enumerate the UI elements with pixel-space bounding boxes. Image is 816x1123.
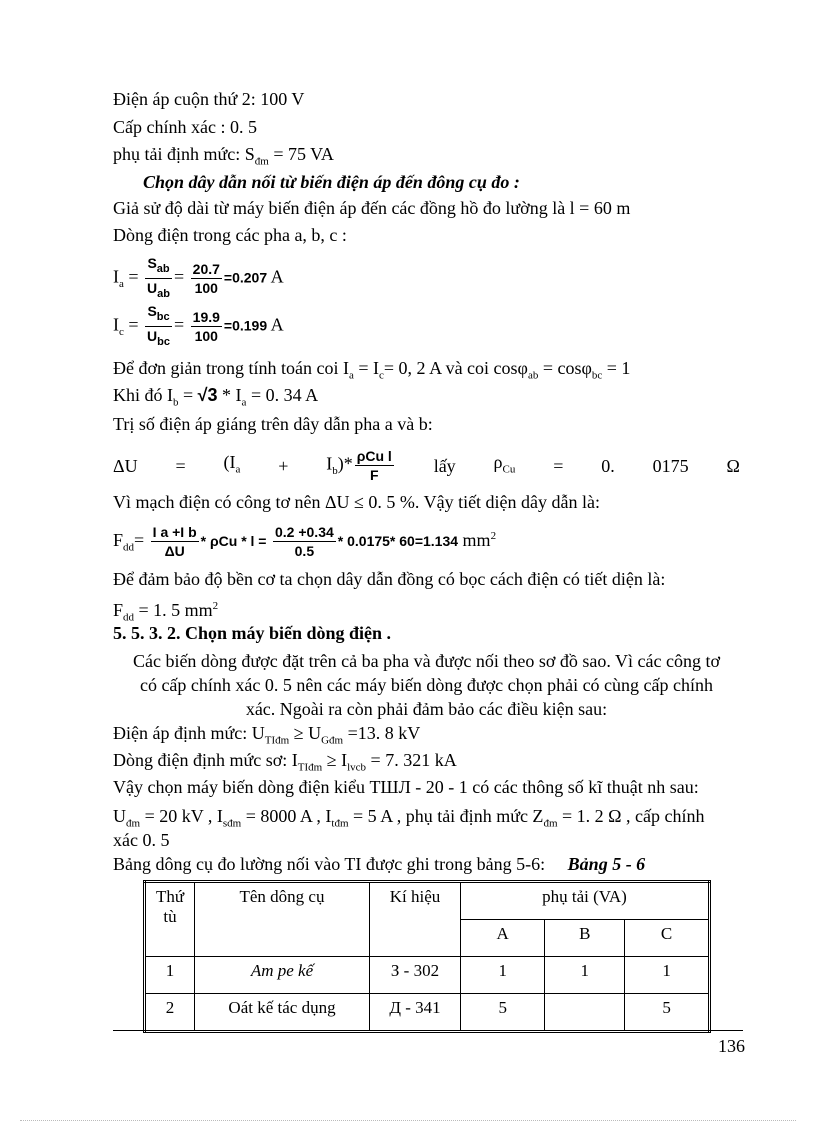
header-name: Tên dông cụ [195, 882, 370, 957]
paragraph-line: có cấp chính xác 0. 5 nên các máy biến dòng được chọn phải có cùng cấp chính [139, 675, 714, 695]
formula-fdd: $F_{dd}=$ $\frac{\text{I a +I b}}{\Delta U}$ * ρCu * l = $\frac{0.2 +0.34}{0.5}$ * 0.0175* 60=1.134 $mm^2$ [113, 524, 497, 560]
page-edge-dotted-line [20, 1120, 796, 1121]
header-phase-b: B [545, 920, 625, 957]
formula-du: ΔU = ($I_a$ + $I_b)*$ $\frac{\text{ρCu l}}{F}$ lấy $\rho_{Cu}$ = 0. 0175 Ω [113, 448, 740, 483]
text-line: Cấp chính xác : 0. 5 [113, 117, 257, 137]
cell-b: 1 [545, 957, 625, 994]
table-caption: Bảng 5 - 6 [567, 854, 646, 874]
text-line: $U_{đm} = 20$ kV , $I_{sđm} = 8000$ A , $I_{tđm} = 5$ A , phụ tải định mức $Z_{đm} = 1$. 2 Ω , cấp chính [113, 806, 705, 830]
text-line: Để đảm bảo độ bền cơ ta chọn dây dẫn đồng có bọc cách điện có tiết diện là: [113, 569, 666, 589]
text-line: phụ tải định mức: $S_{đm} = 75$ VA [113, 144, 334, 168]
text-line: Trị số điện áp giáng trên dây dẫn pha a và b: [113, 414, 433, 434]
text-line: Để đơn giản trong tính toán coi $I_a = I_c= 0$, 2 A và coi cosφ$_{ab}$ = cosφ$_{bc}$ = 1 [113, 358, 631, 382]
paragraph-line: xác. Ngoài ra còn phải đảm bảo các điều kiện sau: [245, 699, 608, 719]
text-line: Vì mạch điện có công tơ nên ΔU ≤ 0. 5 %. Vậy tiết diện dây dẫn là: [113, 492, 601, 512]
text-line: Bảng dông cụ đo lường nối vào TI được ghi trong bảng 5-6: Bảng 5 - 6 [113, 854, 646, 874]
section-heading: Chọn dây dẫn nối từ biến điện áp đến đông cụ đo : [143, 172, 520, 192]
paragraph-line: Các biến dòng được đặt trên cả ba pha và được nối theo sơ đồ sao. Vì các công tơ [132, 651, 721, 671]
text-line: Dòng điện trong các pha a, b, c : [113, 225, 347, 245]
text-line: Vậy chọn máy biến dòng điện kiểu ТШЛ - 20 - 1 có các thông số kĩ thuật nh sau: [113, 777, 699, 797]
cell-a: 5 [461, 994, 545, 1032]
page-number: 136 [718, 1036, 745, 1056]
cell-stt: 2 [145, 994, 195, 1032]
cell-c: 5 [625, 994, 710, 1032]
text-line: Khi đó $I_b = √3 * I_a = 0$. 34 A [113, 385, 319, 409]
formula-ia: $I_a$ = $\frac{S_{ab}}{U_{ab}}$ = $\frac{20.7}{100}$ =0.207 A [113, 255, 284, 300]
footer-rule [113, 1030, 743, 1031]
cell-c: 1 [625, 957, 710, 994]
text-line: Điện áp định mức: $U_{TIđm} \ge U_{Gđm} =13$. 8 kV [113, 723, 421, 747]
header-load: phụ tải (VA) [461, 882, 710, 920]
text-line: Dòng điện định mức sơ: $I_{TIđm} \ge I_{lvcb} = 7$. 321 kA [113, 750, 457, 774]
table-row [145, 994, 710, 1032]
cell-stt: 1 [145, 957, 195, 994]
text-line: $F_{dd} = 1$. 5 $mm^2$ [113, 600, 219, 624]
table-row [145, 957, 710, 994]
cell-symbol: Д - 341 [370, 994, 461, 1032]
header-phase-c: C [625, 920, 710, 957]
cell-symbol: З - 302 [370, 957, 461, 994]
cell-name: Am pe kế [195, 957, 370, 994]
text-line: xác 0. 5 [113, 830, 170, 850]
section-heading: 5. 5. 3. 2. Chọn máy biến dòng điện . [113, 623, 392, 643]
cell-a: 1 [461, 957, 545, 994]
cell-b [545, 994, 625, 1032]
formula-ic: $I_c$ = $\frac{S_{bc}}{U_{bc}}$ = $\frac{19.9}{100}$ =0.199 A [113, 303, 284, 348]
header-stt: Thứ tù [145, 882, 195, 957]
header-symbol: Kí hiệu [370, 882, 461, 957]
header-phase-a: A [461, 920, 545, 957]
cell-name: Oát kế tác dụng [195, 994, 370, 1032]
text-line: Giả sử độ dài từ máy biến điện áp đến các đồng hồ đo lường là l = 60 m [113, 198, 631, 218]
text-line: Điện áp cuộn thứ 2: 100 V [113, 89, 305, 109]
measurement-table [143, 880, 711, 1033]
